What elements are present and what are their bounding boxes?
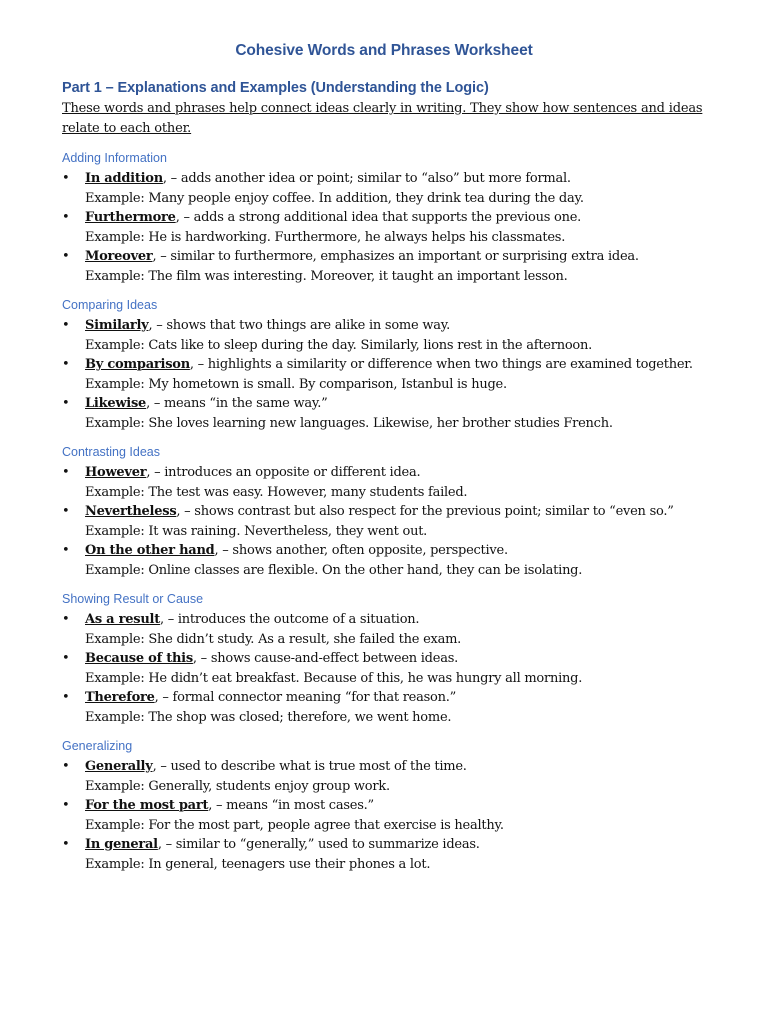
example-sentence: Example: The test was easy. However, many students failed.: [85, 484, 468, 500]
bullet-icon: •: [62, 396, 70, 411]
list-item: [62, 316, 706, 355]
example-sentence: Example: The film was interesting. Moreover, it taught an important lesson.: [85, 268, 568, 284]
list-item: [62, 757, 706, 796]
definition: , – means “in most cases.”: [208, 798, 374, 813]
list-item: [62, 541, 706, 580]
example-sentence: Example: Cats like to sleep during the day. Similarly, lions rest in the afternoon.: [85, 337, 592, 353]
example-sentence: Example: It was raining. Nevertheless, they went out.: [85, 523, 428, 539]
definition: , – similar to “generally,” used to summarize ideas.: [157, 837, 480, 852]
section: [62, 296, 706, 433]
list-item: [62, 463, 706, 502]
list-item: [62, 169, 706, 208]
bullet-icon: •: [62, 798, 70, 813]
section: [62, 443, 706, 580]
bullet-icon: •: [62, 171, 70, 186]
definition: , – shows cause-and-effect between ideas.: [192, 651, 459, 666]
term: Therefore: [85, 690, 155, 705]
section-title: Contrasting Ideas: [62, 445, 160, 459]
bullet-list: [62, 610, 706, 727]
bullet-icon: •: [62, 759, 70, 774]
list-item: [62, 835, 706, 874]
definition: , – means “in the same way.”: [146, 396, 328, 411]
bullet-icon: •: [62, 612, 70, 627]
definition: , – formal connector meaning “for that reason.”: [154, 690, 457, 705]
definition: , – used to describe what is true most of the time.: [152, 759, 467, 774]
example-sentence: Example: She loves learning new languages. Likewise, her brother studies French.: [85, 415, 613, 431]
term: However: [85, 465, 147, 480]
list-item: [62, 502, 706, 541]
term: Moreover: [85, 249, 153, 264]
example-sentence: Example: For the most part, people agree that exercise is healthy.: [85, 817, 504, 833]
list-item: [62, 355, 706, 394]
list-item: [62, 247, 706, 286]
term: Likewise: [85, 396, 147, 411]
bullet-icon: •: [62, 249, 70, 264]
definition: , – adds a strong additional idea that supports the previous one.: [175, 210, 582, 225]
example-sentence: Example: The shop was closed; therefore, we went home.: [85, 709, 452, 725]
bullet-list: [62, 169, 706, 286]
term: Generally: [85, 759, 153, 774]
bullet-icon: •: [62, 210, 70, 225]
bullet-icon: •: [62, 465, 70, 480]
example-sentence: Example: Generally, students enjoy group work.: [85, 778, 390, 794]
term: As a result: [85, 612, 160, 627]
bullet-list: [62, 757, 706, 874]
term: In addition: [85, 171, 163, 186]
section: [62, 737, 706, 874]
bullet-icon: •: [62, 504, 70, 519]
term: Furthermore: [85, 210, 176, 225]
example-sentence: Example: Online classes are flexible. On the other hand, they can be isolating.: [85, 562, 583, 578]
example-sentence: Example: Many people enjoy coffee. In addition, they drink tea during the day.: [85, 190, 584, 206]
list-item: [62, 610, 706, 649]
definition: , – introduces the outcome of a situation.: [159, 612, 420, 627]
definition: , – shows contrast but also respect for the previous point; similar to “even so.”: [176, 504, 674, 519]
bullet-icon: •: [62, 651, 70, 666]
term: On the other hand: [85, 543, 215, 558]
definition: , – similar to furthermore, emphasizes an important or surprising extra idea.: [152, 249, 639, 264]
list-item: [62, 796, 706, 835]
section-title: Adding Information: [62, 151, 167, 165]
definition: , – shows another, often opposite, perspective.: [214, 543, 508, 558]
example-sentence: Example: In general, teenagers use their phones a lot.: [85, 856, 431, 872]
page-title: Cohesive Words and Phrases Worksheet: [235, 42, 533, 59]
section-title: Comparing Ideas: [62, 298, 158, 312]
example-sentence: Example: He didn’t eat breakfast. Because of this, he was hungry all morning.: [85, 670, 583, 686]
section-title: Generalizing: [62, 739, 133, 753]
definition: , – introduces an opposite or different idea.: [146, 465, 421, 480]
section: [62, 149, 706, 286]
term: In general: [85, 837, 158, 852]
part-1-intro: These words and phrases help connect ideas clearly in writing. They show how sentences and ideas relate to each other.: [62, 101, 703, 136]
definition: , – shows that two things are alike in some way.: [148, 318, 450, 333]
example-sentence: Example: She didn’t study. As a result, she failed the exam.: [85, 631, 462, 647]
definition: , – highlights a similarity or difference when two things are examined together.: [189, 357, 693, 372]
bullet-icon: •: [62, 543, 70, 558]
section: [62, 590, 706, 727]
term: Nevertheless: [85, 504, 177, 519]
list-item: [62, 394, 706, 433]
sections-container: [62, 149, 706, 874]
list-item: [62, 649, 706, 688]
example-sentence: Example: My hometown is small. By comparison, Istanbul is huge.: [85, 376, 507, 392]
bullet-icon: •: [62, 357, 70, 372]
term: By comparison: [85, 357, 190, 372]
bullet-list: [62, 316, 706, 433]
example-sentence: Example: He is hardworking. Furthermore, he always helps his classmates.: [85, 229, 566, 245]
part-1-title: Part 1 – Explanations and Examples (Understanding the Logic): [62, 80, 489, 96]
bullet-icon: •: [62, 690, 70, 705]
bullet-icon: •: [62, 318, 70, 333]
list-item: [62, 688, 706, 727]
definition: , – adds another idea or point; similar to “also” but more formal.: [162, 171, 571, 186]
term: Similarly: [85, 318, 149, 333]
term: For the most part: [85, 798, 209, 813]
bullet-icon: •: [62, 837, 70, 852]
bullet-list: [62, 463, 706, 580]
list-item: [62, 208, 706, 247]
section-title: Showing Result or Cause: [62, 592, 204, 606]
term: Because of this: [85, 651, 193, 666]
